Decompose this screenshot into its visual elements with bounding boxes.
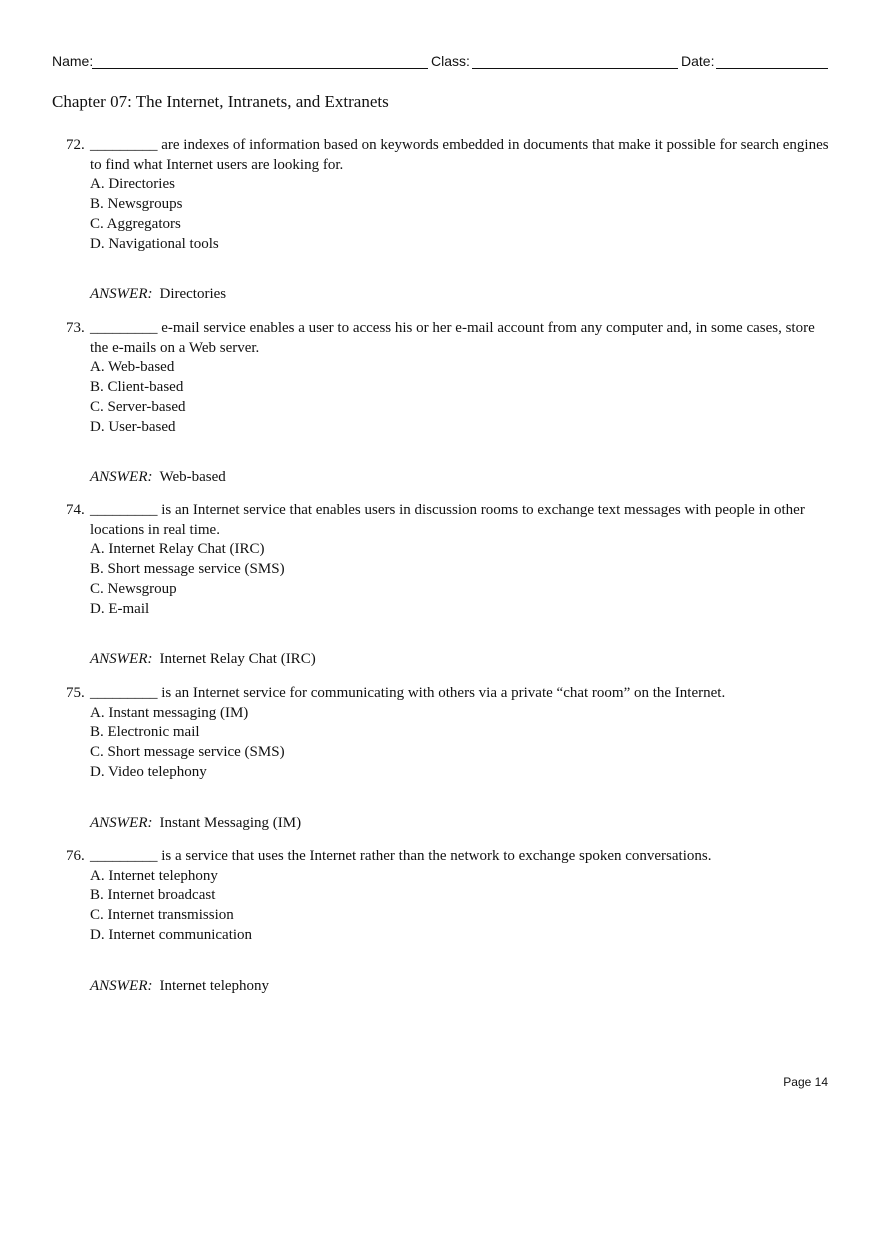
answer-label: ANSWER: — [90, 651, 153, 668]
option-a: A. Internet Relay Chat (IRC) — [90, 541, 265, 558]
answer-line — [90, 468, 836, 488]
class-blank-line — [472, 68, 678, 69]
name-blank-line — [92, 68, 428, 69]
option-d: D. User-based — [90, 418, 176, 435]
option-a: A. Internet telephony — [90, 867, 218, 884]
question-stem: _________ is an Internet service for communicating with others via a private “chat room” on the Internet. — [90, 685, 726, 701]
option-d: D. Video telephony — [90, 763, 207, 780]
option-d: D. E-mail — [90, 600, 150, 617]
option-c: C. Newsgroup — [90, 580, 177, 597]
question-number: 75. — [66, 685, 85, 701]
date-blank-line — [716, 68, 828, 69]
question-number: 74. — [66, 502, 85, 518]
answer-label: ANSWER: — [90, 977, 153, 994]
question-75 — [66, 684, 836, 833]
answer-label: ANSWER: — [90, 814, 153, 831]
option-d: D. Internet communication — [90, 926, 253, 943]
answer-label: ANSWER: — [90, 286, 153, 303]
question-73 — [66, 319, 836, 488]
question-stem: _________ e-mail service enables a user to access his or her e-mail account from any computer and, in some cases, store the e-mails on a Web server. — [90, 320, 815, 356]
answer-value: Instant Messaging (IM) — [159, 814, 302, 831]
answer-value: Directories — [159, 286, 227, 303]
option-a: A. Web-based — [90, 359, 175, 376]
question-stem: _________ are indexes of information based on keywords embedded in documents that make it possible for search engines to find what Internet users are looking for. — [90, 137, 829, 173]
answer-value: Internet telephony — [159, 977, 270, 994]
answer-value: Web-based — [159, 469, 226, 486]
chapter-title: Chapter 07: The Internet, Intranets, and Extranets — [52, 92, 389, 111]
option-b: B. Internet broadcast — [90, 887, 216, 904]
option-c: C. Short message service (SMS) — [90, 744, 285, 761]
option-a: A. Instant messaging (IM) — [90, 704, 249, 721]
option-b: B. Electronic mail — [90, 724, 200, 741]
answer-line — [90, 814, 836, 834]
option-b: B. Client-based — [90, 379, 184, 396]
question-stem: _________ is an Internet service that enables users in discussion rooms to exchange text messages with people in other locations in real time. — [90, 502, 805, 538]
question-76 — [66, 847, 836, 996]
option-c: C. Internet transmission — [90, 907, 234, 924]
class-label: Class: — [431, 53, 470, 69]
page-number: Page 14 — [783, 1075, 828, 1089]
student-info-header — [52, 52, 828, 70]
question-72 — [66, 136, 836, 305]
date-label: Date: — [681, 53, 715, 69]
answer-line — [90, 285, 836, 305]
answer-value: Internet Relay Chat (IRC) — [159, 651, 316, 668]
question-stem: _________ is a service that uses the Internet rather than the network to exchange spoken conversations. — [90, 848, 712, 864]
answer-line — [90, 650, 836, 670]
option-b: B. Newsgroups — [90, 196, 183, 213]
question-number: 76. — [66, 848, 85, 864]
answer-label: ANSWER: — [90, 469, 153, 486]
answer-line — [90, 977, 836, 997]
option-d: D. Navigational tools — [90, 235, 219, 252]
question-number: 72. — [66, 137, 85, 153]
name-label: Name: — [52, 53, 94, 69]
option-c: C. Server-based — [90, 398, 186, 415]
option-a: A. Directories — [90, 176, 175, 193]
option-b: B. Short message service (SMS) — [90, 561, 285, 578]
question-number: 73. — [66, 320, 85, 336]
option-c: C. Aggregators — [90, 215, 181, 232]
question-74 — [66, 501, 836, 670]
